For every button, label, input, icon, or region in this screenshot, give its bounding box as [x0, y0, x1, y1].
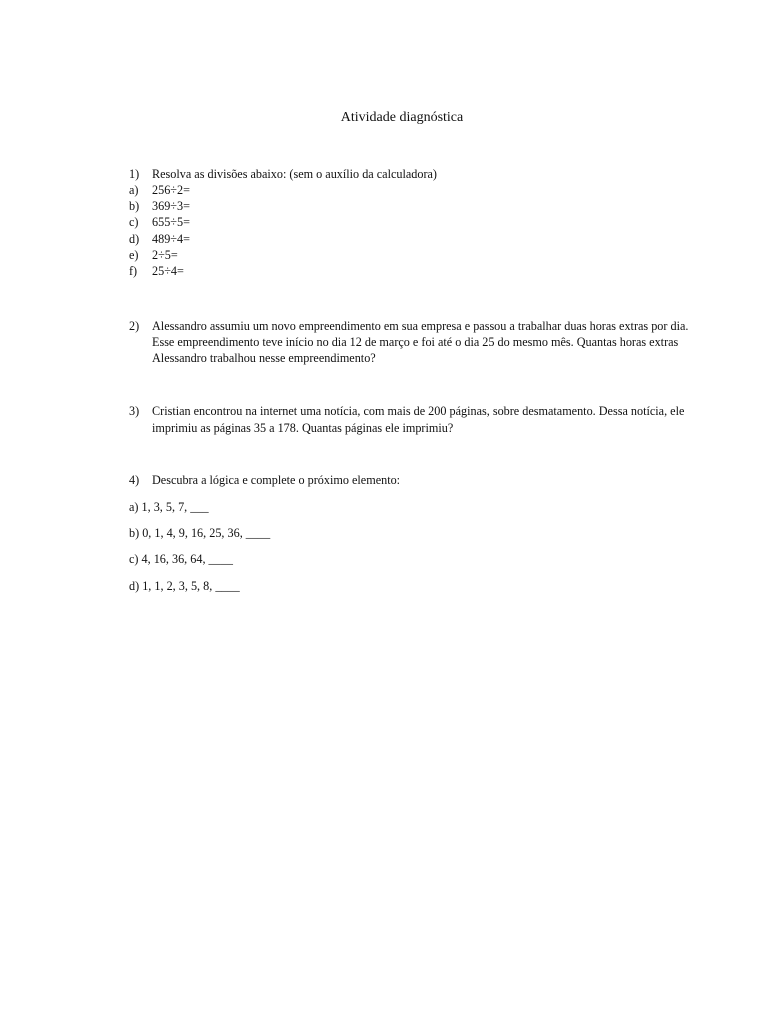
item-label: a): [129, 183, 139, 197]
question-text: Cristian encontrou na internet uma notícia, com mais de 200 páginas, sobre desmatamento. Dessa notícia, ele: [152, 404, 685, 418]
question-prompt: Resolva as divisões abaixo: (sem o auxílio da calculadora): [152, 167, 437, 181]
item-text: 256÷2=: [152, 183, 190, 197]
question-number: 3): [129, 404, 140, 418]
sequence-item: c) 4, 16, 36, 64, ____: [129, 552, 233, 566]
question-text: imprimiu as páginas 35 a 178. Quantas páginas ele imprimiu?: [152, 421, 454, 435]
item-text: 25÷4=: [152, 264, 184, 278]
page-title: Atividade diagnóstica: [340, 110, 464, 125]
question-number: 2): [129, 319, 140, 333]
sequence-item: a) 1, 3, 5, 7, ___: [129, 500, 209, 514]
item-label: f): [129, 264, 138, 278]
question-text: Alessandro assumiu um novo empreendimento em sua empresa e passou a trabalhar duas horas extras por dia.: [152, 319, 689, 333]
question-prompt: Descubra a lógica e complete o próximo elemento:: [152, 473, 401, 487]
item-label: d): [129, 232, 140, 246]
item-text: 369÷3=: [152, 199, 190, 213]
item-text: 2÷5=: [152, 248, 178, 262]
item-label: b): [129, 199, 140, 213]
sequence-item: b) 0, 1, 4, 9, 16, 25, 36, ____: [129, 526, 271, 540]
item-text: 655÷5=: [152, 215, 190, 229]
item-label: c): [129, 215, 139, 229]
question-text: Alessandro trabalhou nesse empreendimento?: [152, 351, 376, 365]
question-number: 4): [129, 473, 140, 487]
item-label: e): [129, 248, 139, 262]
question-number: 1): [129, 167, 140, 181]
question-text: Esse empreendimento teve início no dia 12 de março e foi até o dia 25 do mesmo mês. Quantas horas extras: [152, 335, 679, 349]
sequence-item: d) 1, 1, 2, 3, 5, 8, ____: [129, 579, 240, 593]
item-text: 489÷4=: [152, 232, 190, 246]
